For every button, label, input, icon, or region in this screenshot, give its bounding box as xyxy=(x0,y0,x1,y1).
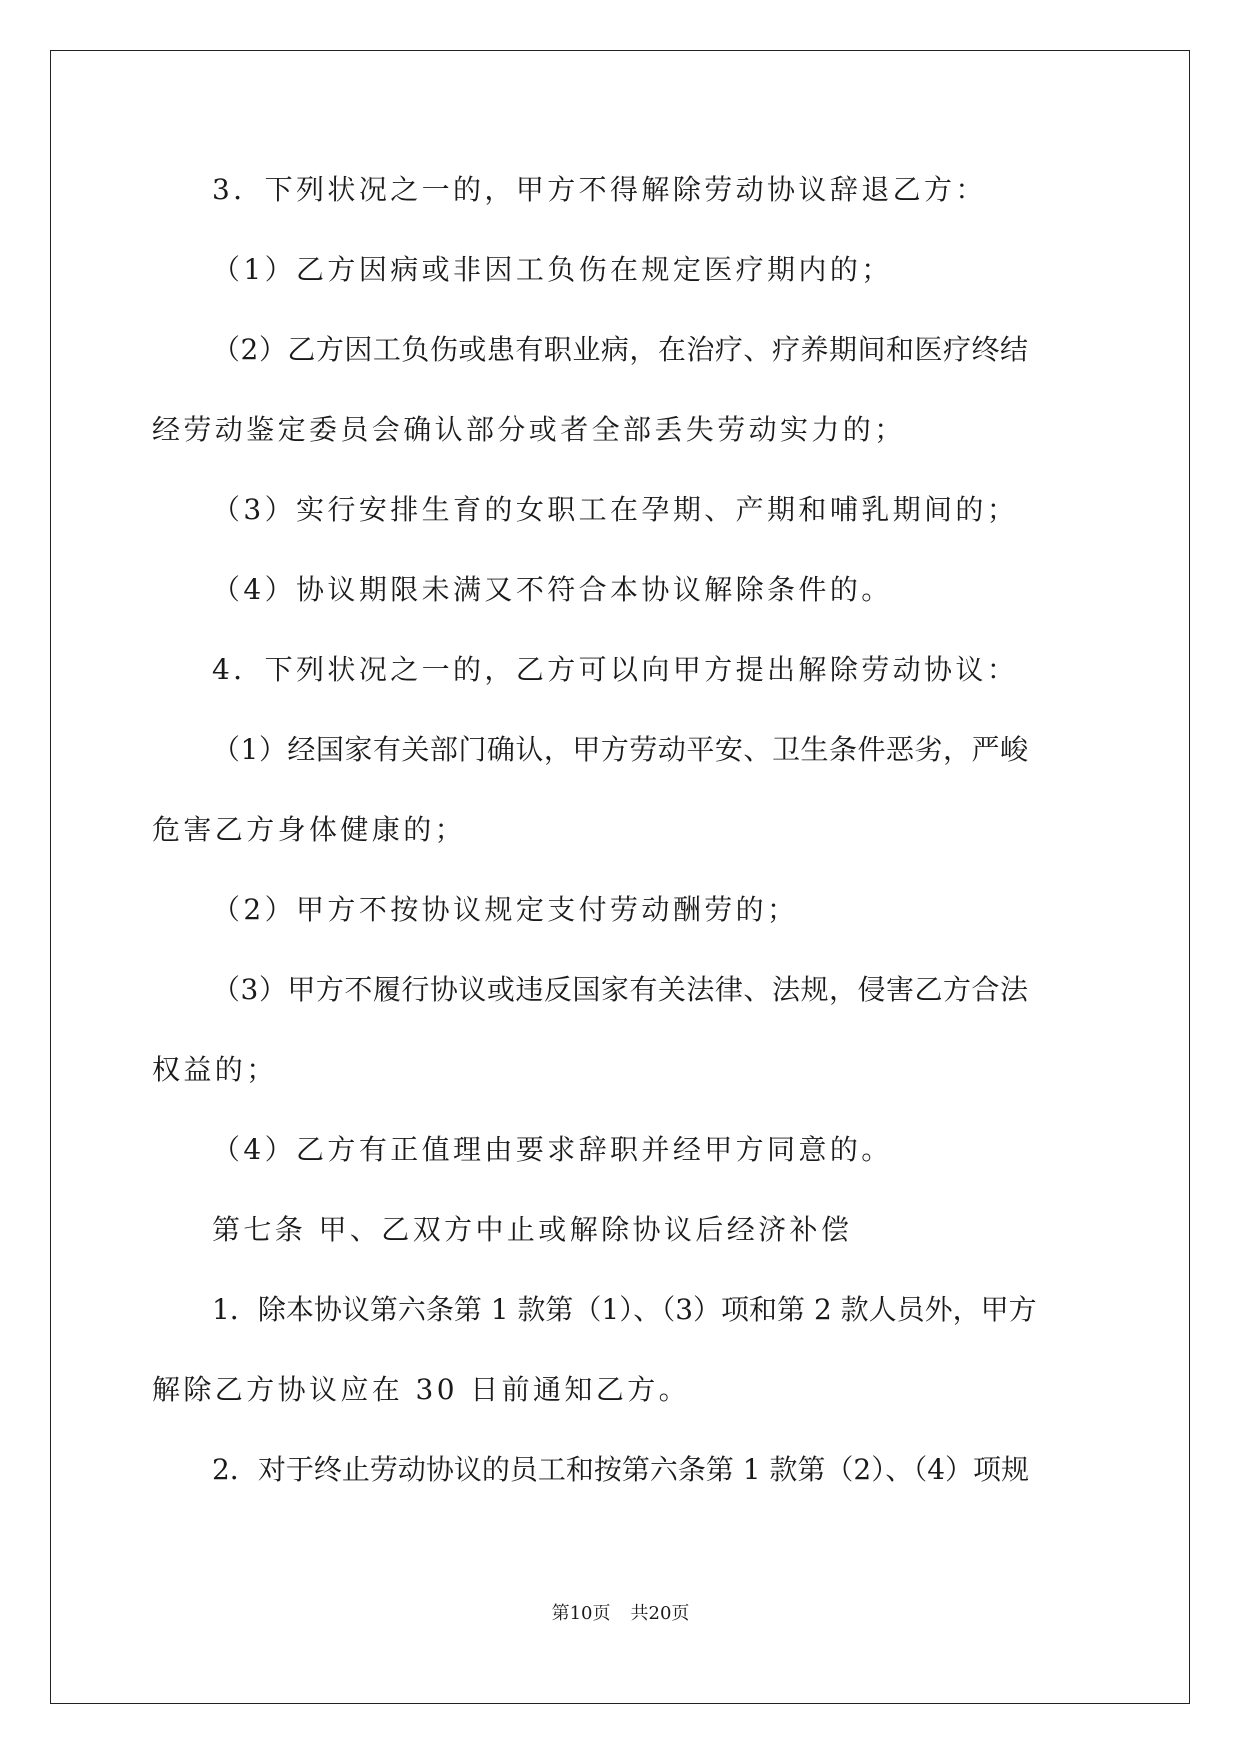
article-title: 第七条 甲、乙双方中止或解除协议后经济补偿 xyxy=(212,1213,853,1246)
list-item: （3）实行安排生育的女职工在孕期、产期和哺乳期间的； xyxy=(212,493,1019,526)
page-footer xyxy=(0,1602,1241,1626)
list-item: （3）甲方不履行协议或违反国家有关法律、法规，侵害乙方合法 xyxy=(212,973,1028,1006)
list-item-continuation: 经劳动鉴定委员会确认部分或者全部丢失劳动实力的； xyxy=(152,413,906,446)
paragraph-line: 解除乙方协议应在 30 日前通知乙方。 xyxy=(152,1373,691,1406)
list-item: （1）乙方因病或非因工负伤在规定医疗期内的； xyxy=(212,253,893,286)
list-item-continuation: 权益的； xyxy=(152,1053,278,1086)
clause-heading-4: 4．下列状况之一的，乙方可以向甲方提出解除劳动协议： xyxy=(212,653,1019,686)
paragraph-line: 2．对于终止劳动协议的员工和按第六条第 1 款第（2）、（4）项规 xyxy=(212,1453,1030,1486)
page-number: 第10页 xyxy=(551,1603,611,1624)
list-item: （2）甲方不按协议规定支付劳动酬劳的； xyxy=(212,893,799,926)
list-item: （4）乙方有正值理由要求辞职并经甲方同意的。 xyxy=(212,1133,893,1166)
page-total: 共20页 xyxy=(630,1603,690,1624)
clause-heading-3: 3．下列状况之一的，甲方不得解除劳动协议辞退乙方： xyxy=(212,173,987,206)
list-item-continuation: 危害乙方身体健康的； xyxy=(152,813,467,846)
list-item: （2）乙方因工负伤或患有职业病，在治疗、疗养期间和医疗终结 xyxy=(212,333,1028,366)
list-item: （4）协议期限未满又不符合本协议解除条件的。 xyxy=(212,573,893,606)
paragraph-line: 1．除本协议第六条第 1 款第（1）、（3）项和第 2 款人员外，甲方 xyxy=(212,1293,1037,1326)
list-item: （1）经国家有关部门确认，甲方劳动平安、卫生条件恶劣，严峻 xyxy=(212,733,1028,766)
